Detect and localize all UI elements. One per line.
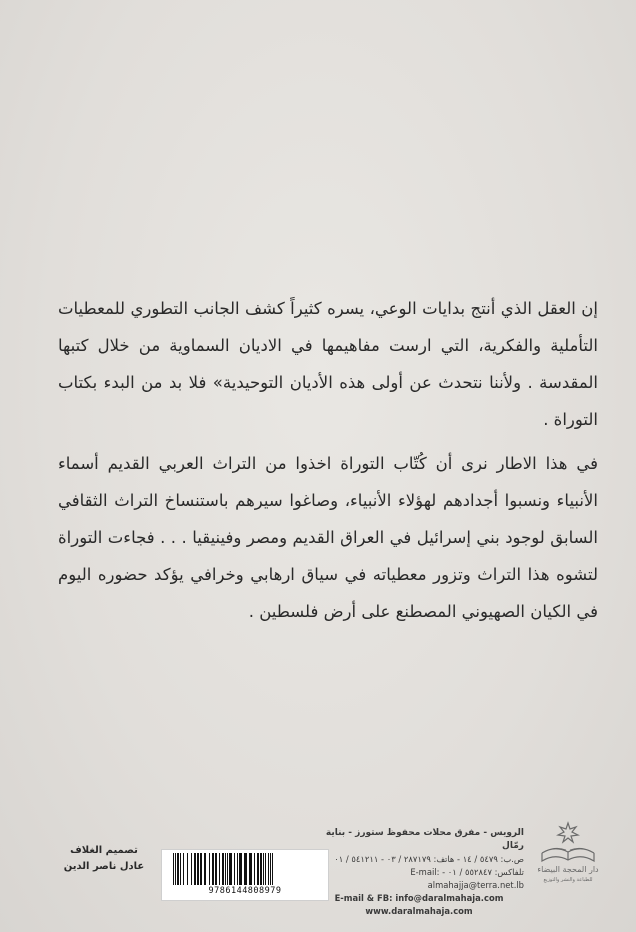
barcode-bar — [194, 853, 196, 885]
barcode-bar — [183, 853, 184, 885]
barcode-bar — [204, 853, 206, 885]
barcode-bar — [234, 853, 235, 885]
cover-design-credit — [58, 843, 150, 875]
isbn-number: 9786144808979 — [208, 886, 282, 896]
barcode-bar — [225, 853, 226, 885]
barcode-bar — [254, 853, 255, 885]
barcode-bar — [222, 853, 224, 885]
publisher-logo — [534, 815, 602, 885]
barcode-bar — [260, 853, 262, 885]
barcode-bar — [173, 853, 174, 885]
publisher-email: E-mail & FB: info@daralmahaja.com — [334, 893, 504, 903]
isbn-barcode — [161, 849, 329, 901]
blurb-paragraph-2: في هذا الاطار نرى أن كُتّاب التوراة اخذوا من التراث العربي القديم أسماء الأنبياء ونسبوا أجدادهم لهؤلاء الأنبياء، وصاغوا سيرهم باستنساخ التراث الثقافي السابق لوجود بني إسرائيل في العراق القديم ومصر وفينيقيا . . . فجاءت التوراة لتشوه هذا التراث وتزور معطياته في سياق ارهابي وخرافي يؤكد حضوره اليوم في الكيان الصهيوني المصطنع على أرض فلسطين . — [58, 454, 598, 621]
barcode-bar — [272, 853, 273, 885]
credit-label: تصميم الغلاف — [70, 845, 138, 856]
barcode-bar — [197, 853, 199, 885]
barcode-bar — [268, 853, 269, 885]
open-book-icon — [534, 815, 602, 885]
publisher-info — [314, 827, 524, 918]
publisher-website: www.daralmahaja.com — [365, 906, 473, 916]
barcode-bar — [212, 853, 214, 885]
publisher-address: الرويس - مفرق محلات محفوظ ستورز - بناية رمّال — [325, 828, 524, 851]
barcode-bar — [227, 853, 228, 885]
barcode-bar — [200, 853, 202, 885]
barcode-bar — [187, 853, 188, 885]
blurb-text — [58, 290, 598, 637]
barcode-bar — [263, 853, 264, 885]
publisher-phones: ص.ب: ٥٤٧٩ / ١٤ - هاتف: ٢٨٧١٧٩ / ٠٣ - ٥٤١٢١١ / ٠١ — [334, 854, 524, 864]
barcode-bar — [257, 853, 259, 885]
blurb-paragraph-1: إن العقل الذي أنتج بدايات الوعي، يسره كثيراً كشف الجانب التطوري للمعطيات التأملية والفكرية، التي ارست مفاهيمها في الاديان السماوية من خلال كتبها المقدسة . ولأننا نتحدث عن أولى هذه الأديان التوحيدية» فلا بد من البدء بكتاب التوراة . — [58, 299, 598, 429]
barcode-bar — [209, 853, 210, 885]
barcode-bar — [180, 853, 181, 885]
barcode-bar — [244, 853, 247, 885]
publisher-logo-subtitle: للطباعة والنشر والتوزيع — [543, 877, 593, 883]
barcode-bar — [229, 853, 232, 885]
credit-name: عادل ناصر الدين — [63, 861, 145, 872]
barcode-bar — [265, 853, 266, 885]
barcode-bar — [191, 853, 192, 885]
barcode-bar — [175, 853, 176, 885]
barcode-bar — [215, 853, 217, 885]
cover-footer — [58, 805, 610, 916]
barcode-bar — [237, 853, 238, 885]
publisher-fax: تلفاكس: ٥٥٢٨٤٧ / ٠١ - E-mail: almahajja@terra.net.lb — [410, 867, 524, 890]
publisher-logo-name: دار المحجة البيضاء — [537, 865, 599, 874]
barcode-bar — [270, 853, 271, 885]
barcode-bars — [169, 853, 321, 885]
barcode-bar — [177, 853, 179, 885]
barcode-bar — [219, 853, 220, 885]
barcode-bar — [249, 853, 252, 885]
barcode-bar — [239, 853, 242, 885]
